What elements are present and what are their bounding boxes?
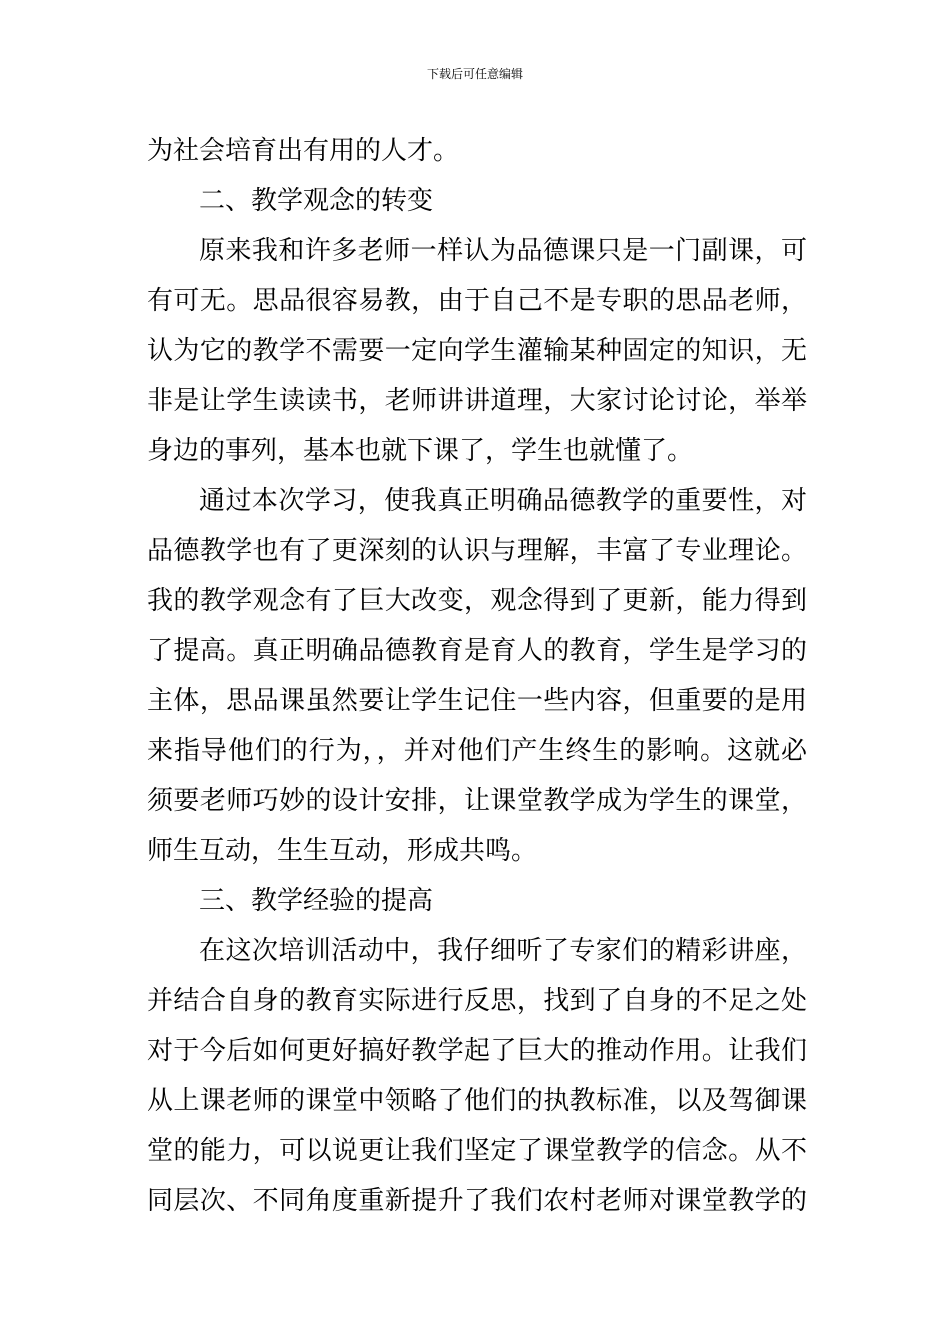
text-line: 通过本次学习，使我真正明确品德教学的重要性，对 bbox=[199, 486, 807, 516]
text-line: 三、教学经验的提高 bbox=[199, 886, 434, 916]
text-line: 堂的能力，可以说更让我们坚定了课堂教学的信念。从不 bbox=[147, 1136, 807, 1166]
text-line: 为社会培育出有用的人才。 bbox=[147, 136, 460, 166]
text-line: 师生互动，生生互动，形成共鸣。 bbox=[147, 836, 538, 866]
text-line: 须要老师巧妙的设计安排，让课堂教学成为学生的课堂， bbox=[147, 786, 807, 816]
text-line: 身边的事列，基本也就下课了，学生也就懂了。 bbox=[147, 436, 694, 466]
text-line: 从上课老师的课堂中领略了他们的执教标准，以及驾御课 bbox=[147, 1086, 807, 1116]
text-line: 同层次、不同角度重新提升了我们农村老师对课堂教学的 bbox=[147, 1186, 807, 1216]
text-line: 有可无。思品很容易教，由于自己不是专职的思品老师， bbox=[147, 286, 807, 316]
text-line: 认为它的教学不需要一定向学生灌输某种固定的知识，无 bbox=[147, 336, 807, 366]
text-line: 来指导他们的行为，，并对他们产生终生的影响。这就必 bbox=[147, 736, 807, 766]
text-line: 并结合自身的教育实际进行反思，找到了自身的不足之处 bbox=[147, 986, 807, 1016]
text-line: 品德教学也有了更深刻的认识与理解，丰富了专业理论。 bbox=[147, 536, 807, 566]
text-line: 主体，思品课虽然要让学生记住一些内容，但重要的是用 bbox=[147, 686, 807, 716]
text-line: 了提高。真正明确品德教育是育人的教育，学生是学习的 bbox=[147, 636, 807, 666]
text-line: 二、教学观念的转变 bbox=[199, 186, 434, 216]
text-line: 在这次培训活动中，我仔细听了专家们的精彩讲座， bbox=[199, 936, 807, 966]
text-line: 原来我和许多老师一样认为品德课只是一门副课，可 bbox=[199, 236, 807, 266]
document-body bbox=[147, 126, 807, 1226]
text-line: 对于今后如何更好搞好教学起了巨大的推动作用。让我们 bbox=[147, 1036, 807, 1066]
text-line: 我的教学观念有了巨大改变，观念得到了更新，能力得到 bbox=[147, 586, 807, 616]
text-line: 非是让学生读读书，老师讲讲道理，大家讨论讨论，举举 bbox=[147, 386, 807, 416]
page-header: 下载后可任意编辑 bbox=[426, 67, 523, 81]
